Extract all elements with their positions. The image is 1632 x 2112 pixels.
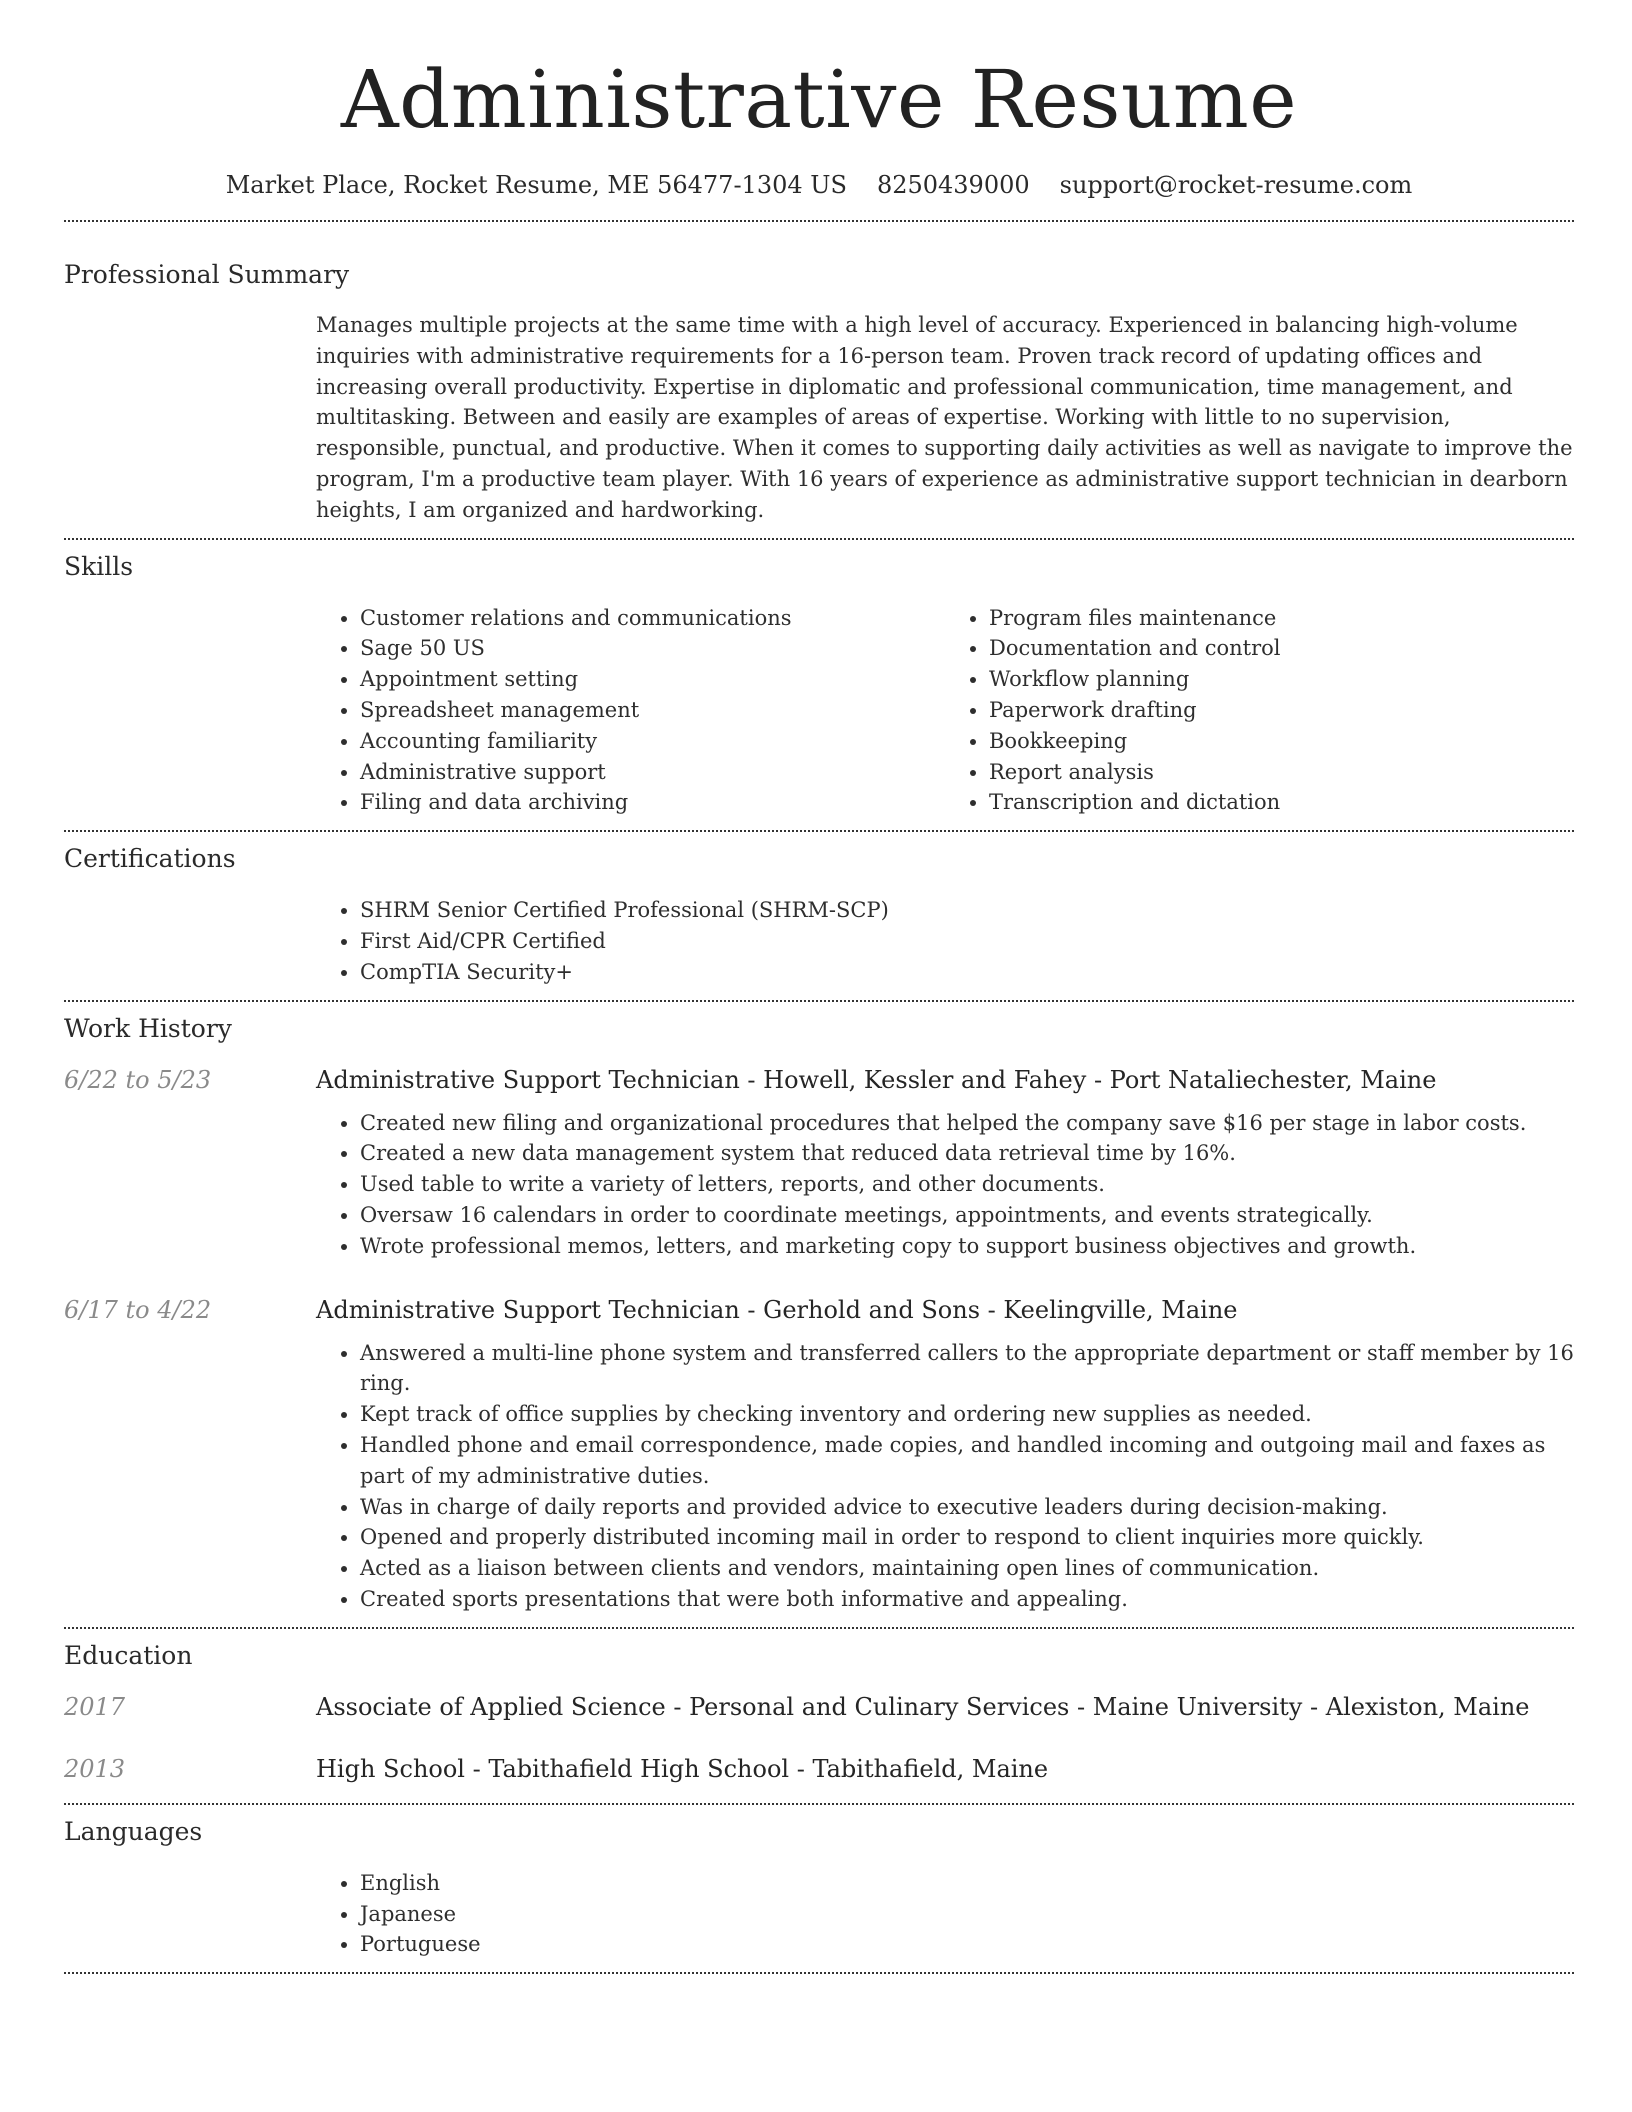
job-bullet: • Handled phone and email correspondence, made copies, and handled incoming and outgoing mail and faxes as part of my administrative duties.: [360, 1430, 1574, 1492]
job-bullet: • Answered a multi-line phone system and transferred callers to the appropriate department or staff member by 16 ring.: [360, 1338, 1574, 1400]
contact-address: Market Place, Rocket Resume, ME 56477-1304 US: [225, 171, 847, 199]
divider: [64, 830, 1574, 832]
divider: [64, 1627, 1574, 1629]
skills-grid: [316, 603, 1574, 819]
education-title: High School - Tabithafield High School - Tabithafield, Maine: [316, 1754, 1049, 1783]
education-entry: [64, 1693, 1574, 1721]
contact-line: [64, 168, 1574, 202]
skill-item: • Paperwork drafting: [989, 695, 1574, 726]
job-bullet: • Was in charge of daily reports and provided advice to executive leaders during decision-making.: [360, 1492, 1574, 1523]
skills-heading: Skills: [64, 551, 134, 581]
skill-item: • Program files maintenance: [989, 603, 1574, 634]
divider: [64, 1972, 1574, 1974]
skills-list-right: [945, 603, 1574, 819]
skill-item: • Transcription and dictation: [989, 787, 1574, 818]
divider: [64, 1000, 1574, 1002]
job-bullet: • Oversaw 16 calendars in order to coordinate meetings, appointments, and events strategically.: [360, 1200, 1574, 1231]
language-item: • Portuguese: [360, 1929, 1574, 1960]
job-bullet: • Used table to write a variety of letters, reports, and other documents.: [360, 1169, 1574, 1200]
skill-item: • Spreadsheet management: [360, 695, 945, 726]
certifications-heading: Certifications: [64, 844, 236, 874]
job-entry: [64, 1296, 1574, 1615]
job-bullet-list: [316, 1108, 1574, 1262]
job-header: [64, 1296, 1574, 1324]
certifications-block: [316, 895, 1574, 987]
education-entry: [64, 1755, 1574, 1783]
divider: [64, 220, 1574, 222]
skill-item: • Bookkeeping: [989, 726, 1574, 757]
job-bullets: [316, 1108, 1574, 1262]
education-year: 2017: [64, 1692, 126, 1721]
languages-block: [316, 1868, 1574, 1960]
language-item: • English: [360, 1868, 1574, 1899]
education-title: Associate of Applied Science - Personal and Culinary Services - Maine University - Alexiston, Maine: [316, 1692, 1530, 1721]
summary-heading: Professional Summary: [64, 260, 350, 289]
skill-item: • Filing and data archiving: [360, 787, 945, 818]
job-entry: [64, 1066, 1574, 1262]
language-item: • Japanese: [360, 1899, 1574, 1930]
languages-heading: Languages: [64, 1816, 203, 1846]
contact-phone: 8250439000: [876, 171, 1030, 199]
skill-item: • Workflow planning: [989, 664, 1574, 695]
job-header: [64, 1066, 1574, 1094]
job-bullets: [316, 1338, 1574, 1615]
skills-list-left: [316, 603, 945, 819]
divider: [64, 538, 1574, 540]
certifications-list: [316, 895, 1574, 987]
job-bullet: • Kept track of office supplies by checking inventory and ordering new supplies as needed.: [360, 1399, 1574, 1430]
job-bullet: • Created a new data management system that reduced data retrieval time by 16%.: [360, 1138, 1574, 1169]
languages-list: [316, 1868, 1574, 1960]
divider: [64, 1803, 1574, 1805]
job-bullet: • Created new filing and organizational procedures that helped the company save $16 per stage in labor costs.: [360, 1108, 1574, 1139]
skill-item: • Accounting familiarity: [360, 726, 945, 757]
certification-item: • First Aid/CPR Certified: [360, 926, 1574, 957]
skill-item: • Sage 50 US: [360, 633, 945, 664]
education-year: 2013: [64, 1754, 126, 1783]
job-bullet: • Acted as a liaison between clients and vendors, maintaining open lines of communication.: [360, 1553, 1574, 1584]
job-bullet: • Opened and properly distributed incoming mail in order to respond to client inquiries more quickly.: [360, 1522, 1574, 1553]
skill-item: • Report analysis: [989, 757, 1574, 788]
job-title: Administrative Support Technician - Howell, Kessler and Fahey - Port Nataliechester, Maine: [316, 1065, 1437, 1094]
skill-item: • Appointment setting: [360, 664, 945, 695]
summary-text: Manages multiple projects at the same time with a high level of accuracy. Experienced in balancing high-volume inquiries with administrative requirements for a 16-person team. Proven track record of updating offices and increasing overall productivity. Expertise in diplomatic and professional communication, time management, and multitasking. Between and easily are examples of areas of expertise. Working with little to no supervision, responsible, punctual, and productive. When it comes to supporting daily activities as well as navigate to improve the program, I'm a productive team player. With 16 years of experience as administrative support technician in dearborn heights, I am organized and hardworking.: [316, 313, 1573, 522]
job-dates: 6/22 to 5/23: [64, 1065, 212, 1094]
job-dates: 6/17 to 4/22: [64, 1295, 212, 1324]
certification-item: • CompTIA Security+: [360, 957, 1574, 988]
job-bullet-list: [316, 1338, 1574, 1615]
job-bullet: • Wrote professional memos, letters, and marketing copy to support business objectives and growth.: [360, 1231, 1574, 1262]
job-bullet: • Created sports presentations that were both informative and appealing.: [360, 1584, 1574, 1615]
job-title: Administrative Support Technician - Gerhold and Sons - Keelingville, Maine: [316, 1295, 1238, 1324]
resume-page: [64, 0, 1574, 1974]
skill-item: • Administrative support: [360, 757, 945, 788]
education-heading: Education: [64, 1640, 193, 1670]
certification-item: • SHRM Senior Certified Professional (SHRM-SCP): [360, 895, 1574, 926]
resume-title: Administrative Resume: [340, 53, 1298, 146]
skill-item: • Customer relations and communications: [360, 603, 945, 634]
work-heading: Work History: [64, 1013, 232, 1043]
contact-email: support@rocket-resume.com: [1059, 171, 1413, 199]
skill-item: • Documentation and control: [989, 633, 1574, 664]
